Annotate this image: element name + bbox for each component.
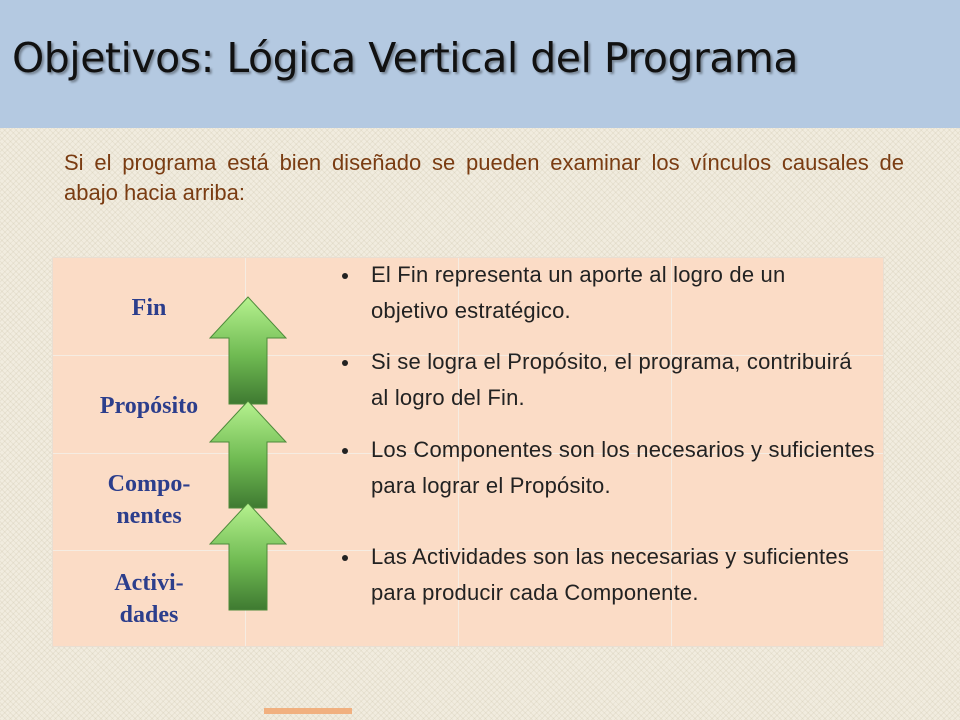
bullet-actividades: [342, 539, 902, 611]
title-banner: [0, 0, 960, 128]
bullet-proposito-text: Si se logra el Propósito, el programa, contribuirá al logro del Fin.: [371, 349, 852, 410]
level-componentes-line2: nentes: [116, 503, 182, 529]
bullet-actividades-text: Las Actividades son las necesarias y suficientes para producir cada Componente.: [371, 544, 849, 605]
bullet-componentes: [342, 432, 902, 504]
level-fin-label: Fin: [131, 295, 167, 321]
up-arrow-icon: [209, 502, 287, 612]
bullet-dot-icon: [342, 273, 348, 279]
bullet-dot-icon: [342, 360, 348, 366]
up-arrow-icon: [209, 400, 287, 510]
intro-text: Si el programa está bien diseñado se pueden examinar los vínculos causales de abajo hacia arriba:: [64, 150, 904, 205]
level-actividades-line1: Activi-: [114, 570, 184, 596]
bullet-fin-text: El Fin representa un aporte al logro de un objetivo estratégico.: [371, 262, 786, 323]
bullet-dot-icon: [342, 448, 348, 454]
level-proposito-label: Propósito: [99, 393, 199, 419]
up-arrow-icon: [209, 296, 287, 406]
level-actividades-line2: dades: [119, 602, 179, 628]
bullet-proposito: [342, 344, 902, 416]
footer-accent-bar: [264, 708, 352, 714]
bullet-dot-icon: [342, 555, 348, 561]
bullet-fin: [342, 257, 902, 329]
bullet-componentes-text: Los Componentes son los necesarios y suficientes para lograr el Propósito.: [371, 437, 875, 498]
level-componentes-line1: Compo-: [107, 471, 191, 497]
slide-title: Objetivos: Lógica Vertical del Programa: [12, 34, 799, 82]
